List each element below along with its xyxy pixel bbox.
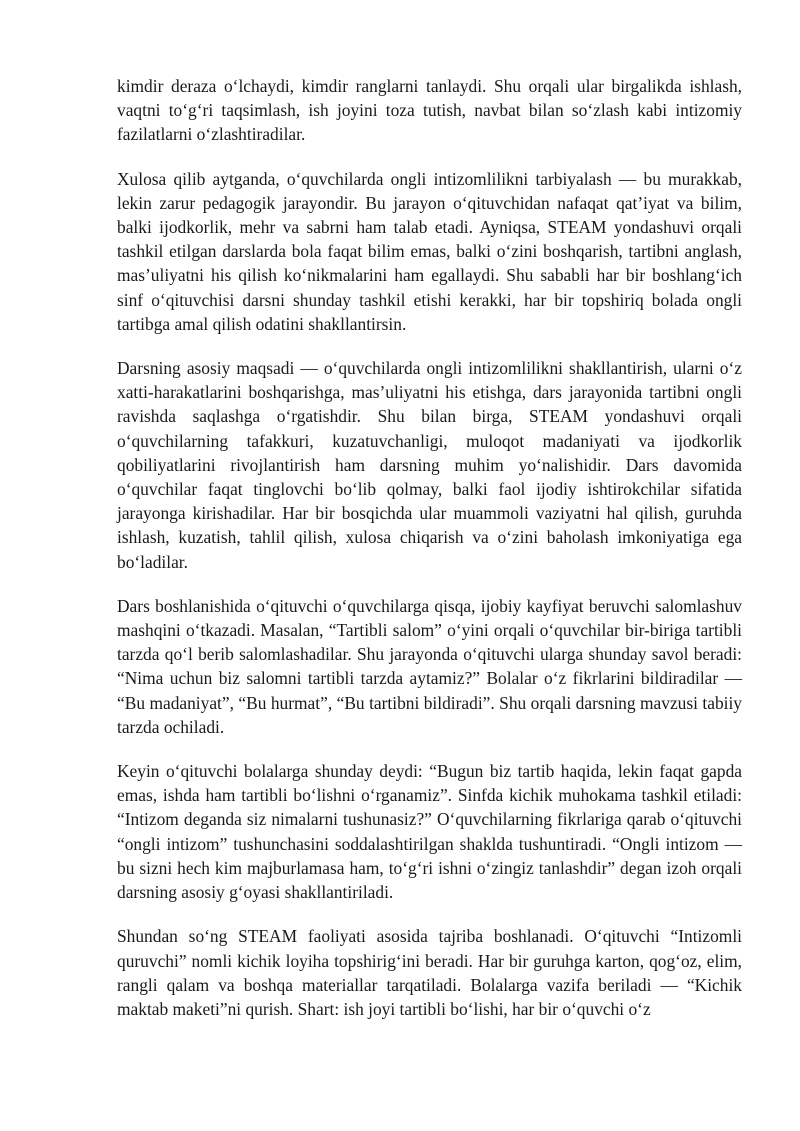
paragraph-3: Darsning asosiy maqsadi — oʻquvchilarda ongli intizomlilikni shakllantirish, ularni oʻz xatti-harakatlarini boshqarishga, masʼuliyatni his etishga, dars jarayonida tartibni ongli ravishda saqlashga oʻrgatishdir. Shu bilan birga, STEAM yondashuvi orqali oʻquvchilarning tafakkuri, kuzatuvchanligi, muloqot madaniyati va ijodkorlik qobiliyatlarini rivojlantirish ham darsning muhim yoʻnalishidir. Dars davomida oʻquvchilar faqat tinglovchi boʻlib qolmay, balki faol ijodiy ishtirokchilar sifatida jarayonga kirishadilar. Har bir bosqichda ular muammoli vaziyatni hal qilish, guruhda ishlash, kuzatish, tahlil qilish, xulosa chiqarish va oʻzini baholash imkoniyatiga ega boʻladilar. xyxy=(117,358,742,572)
paragraph-5: Keyin oʻqituvchi bolalarga shunday deydi: “Bugun biz tartib haqida, lekin faqat gapda emas, ishda ham tartibli boʻlishni oʻrganamiz”. Sinfda kichik muhokama tashkil etiladi: “Intizom deganda siz nimalarni tushunasiz?” Oʻquvchilarning fikrlariga qarab oʻqituvchi “ongli intizom” tushunchasini soddalashtirilgan shaklda tushuntiradi. “Ongli intizom — bu sizni hech kim majburlamasa ham, toʻgʻri ishni oʻzingiz tanlashdir” degan izoh orqali darsning asosiy gʻoyasi shakllantiriladi. xyxy=(117,761,742,903)
paragraph-1: kimdir deraza oʻlchaydi, kimdir ranglarni tanlaydi. Shu orqali ular birgalikda ishlash, vaqtni toʻgʻri taqsimlash, ish joyini toza tutish, navbat bilan soʻzlash kabi intizomiy fazilatlarni oʻzlashtiradilar. xyxy=(117,76,742,145)
paragraph-4: Dars boshlanishida oʻqituvchi oʻquvchilarga qisqa, ijobiy kayfiyat beruvchi salomlashuv mashqini oʻtkazadi. Masalan, “Tartibli salom” oʻyini orqali oʻquvchilar bir-biriga tartibli tarzda qoʻl berib salomlashadilar. Shu jarayonda oʻqituvchi ularga shunday savol beradi: “Nima uchun biz salomni tartibli tarzda aytamiz?” Bolalar oʻz fikrlarini bildiradilar — “Bu madaniyat”, “Bu hurmat”, “Bu tartibni bildiradi”. Shu orqali darsning mavzusi tabiiy tarzda ochiladi. xyxy=(117,595,742,737)
document-page xyxy=(117,74,742,1021)
paragraph-6: Shundan soʻng STEAM faoliyati asosida tajriba boshlanadi. Oʻqituvchi “Intizomli quruvchi” nomli kichik loyiha topshirigʻini beradi. Har bir guruhga karton, qogʻoz, elim, rangli qalam va boshqa materiallar tarqatiladi. Bolalarga vazifa beriladi — “Kichik maktab maketi”ni qurish. Shart: ish joyi tartibli boʻlishi, har bir oʻquvchi oʻz xyxy=(117,926,742,1019)
paragraph-2: Xulosa qilib aytganda, oʻquvchilarda ongli intizomlilikni tarbiyalash — bu murakkab, lekin zarur pedagogik jarayondir. Bu jarayon oʻqituvchidan nafaqat qatʼiyat va bilim, balki ijodkorlik, mehr va sabrni ham talab etadi. Ayniqsa, STEAM yondashuvi orqali tashkil etilgan darslarda bola faqat bilim emas, balki oʻzini boshqarish, tartibni anglash, masʼuliyatni his qilish koʻnikmalarini ham egallaydi. Shu sababli har bir boshlangʻich sinf oʻqituvchisi darsni shunday tashkil etishi kerakki, har bir topshiriq bolada ongli tartibga amal qilish odatini shakllantirsin. xyxy=(117,168,742,334)
